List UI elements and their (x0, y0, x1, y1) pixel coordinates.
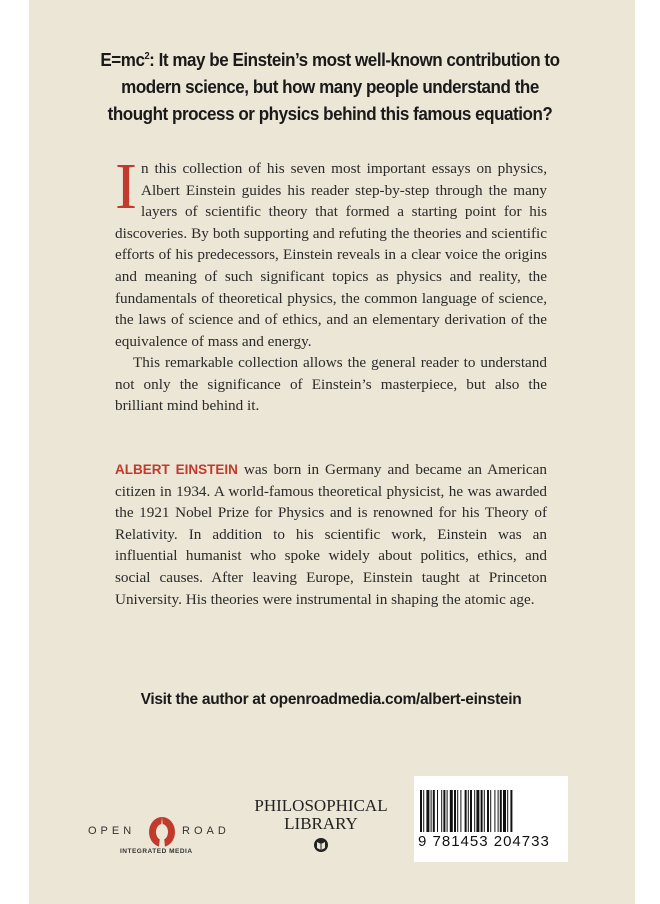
philo-line-1: PHILOSOPHICAL (254, 796, 388, 815)
description-paragraph-2: This remarkable collection allows the general reader to understand not only the significance of Einstein’s masterpiece, but also the brilliant mind behind it. (115, 354, 547, 415)
description-p1-text: n this collection of his seven most important essays on physics, Albert Einstein guides his reader step-by-step through the many layers of scientific theory that formed a starting point for his discoveries. By both supporting and refuting the theories and scientific efforts of his predecessors, Einstein reveals in a clear voice the origins and meaning of such significant topics as physics and reality, the fundamentals of theoretical physics, the common language of science, the laws of science and of ethics, and an elementary derivation of the equivalence of mass and energy. (115, 160, 547, 350)
author-bio-text: was born in Germany and became an American citizen in 1934. A world-famous theoretical physicist, he was awarded the 1921 Nobel Prize for Physics and is renowned for his Theory of Relativity. In addition to his scientific work, Einstein was an influential humanist who spoke widely about politics, ethics, and social causes. After leaving Europe, Einstein taught at Princeton University. His theories were instrumental in shaping the atomic age. (115, 461, 547, 608)
author-website-line: Visit the author at openroadmedia.com/albert-einstein (140, 691, 522, 708)
barcode-bars-icon (418, 790, 566, 832)
open-road-word-left: OPEN (88, 825, 136, 837)
isbn-barcode (414, 776, 568, 862)
open-road-word-right: ROAD (182, 825, 230, 837)
open-road-logo (88, 814, 238, 860)
open-road-subtitle: INTEGRATED MEDIA (120, 848, 193, 855)
author-bio (115, 459, 547, 610)
formula-base: E=mc (100, 49, 145, 70)
open-road-emblem-icon (148, 814, 176, 848)
description-paragraph-1 (115, 150, 547, 352)
philo-line-2: LIBRARY (284, 814, 358, 833)
author-name: ALBERT EINSTEIN (115, 462, 238, 477)
headline (95, 46, 564, 127)
book-back-cover (29, 0, 635, 904)
library-emblem-icon (313, 837, 329, 853)
philosophical-library-logo (246, 797, 396, 861)
headline-text: : It may be Einstein’s most well-known contribution to modern science, but how many people understand the thought process or physics behind this famous equation? (107, 49, 560, 124)
isbn-number: 9 781453 204733 (418, 833, 550, 850)
drop-cap: I (115, 150, 137, 223)
formula-exponent: 2 (144, 50, 150, 62)
